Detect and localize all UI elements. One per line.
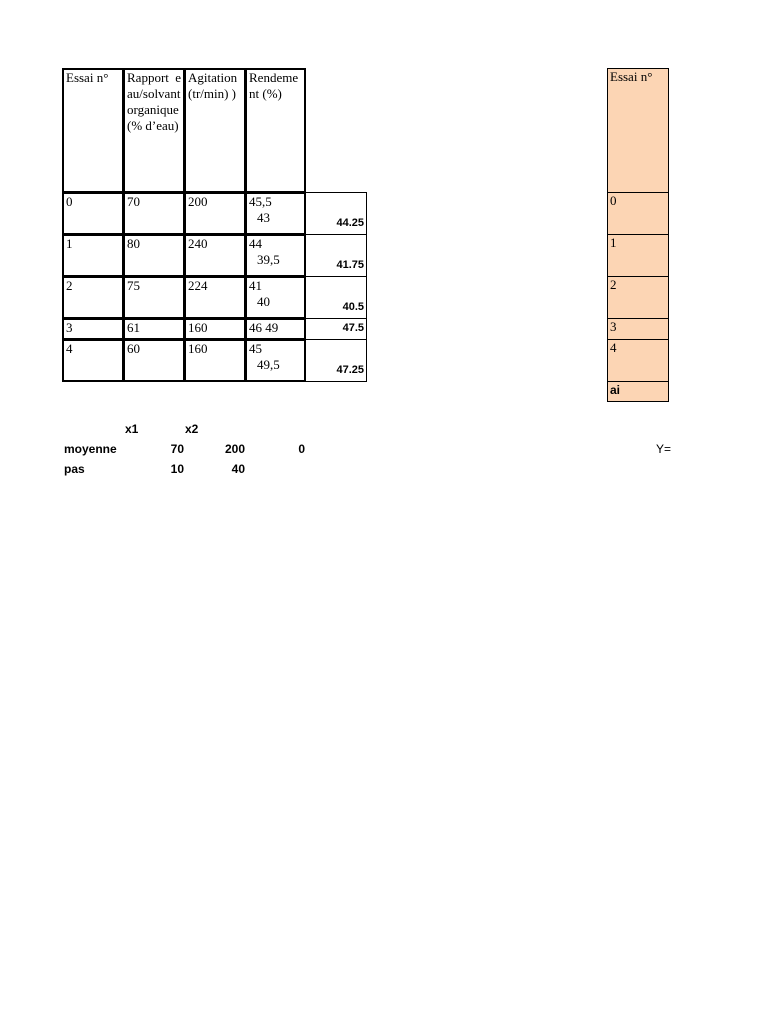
table-row-3-moyenne (305, 318, 367, 340)
moyenne-extra-value: 0 (298, 442, 305, 456)
pas-label: pas (64, 462, 85, 476)
table-row-4-rapport (123, 339, 185, 382)
cell-text: 2 (610, 277, 617, 292)
cell-text: 0 (610, 193, 617, 208)
moyenne-value: 47.5 (342, 322, 364, 334)
cell-text: 70 (127, 194, 140, 209)
right-footer-ai (607, 381, 669, 402)
rendement-value-a: 46 49 (249, 320, 279, 335)
header-rapport (123, 68, 185, 193)
rendement-value-b: 49,5 (257, 357, 280, 372)
table-row-3-rendement (245, 318, 306, 340)
cell-text: 4 (66, 341, 73, 356)
pas-x2-value: 40 (231, 462, 245, 476)
table-row-0-agitation (184, 192, 246, 235)
moyenne-value: 40.5 (342, 301, 364, 313)
rendement-value-a: 44 (249, 236, 262, 251)
table-row-2-rapport (123, 276, 185, 319)
cell-text: 160 (188, 341, 208, 356)
x1-label: x1 (125, 422, 139, 436)
right-row-0 (607, 192, 669, 235)
right-header-essai (607, 68, 669, 193)
rendement-value-b: 39,5 (257, 252, 280, 267)
rendement-value-b: 40 (257, 294, 270, 309)
cell-text: 200 (188, 194, 208, 209)
table-row-1-essai (62, 234, 124, 277)
table-row-1-rendement (245, 234, 306, 277)
table-row-2-essai (62, 276, 124, 319)
pas-x1-value: 10 (170, 462, 184, 476)
table-row-1-moyenne (305, 234, 367, 277)
rendement-value-a: 45 (249, 341, 262, 356)
cell-text: 0 (66, 194, 73, 209)
table-row-4-essai (62, 339, 124, 382)
right-header-label: Essai n° (610, 69, 653, 84)
moyenne-x2-value: 200 (224, 442, 245, 456)
table-row-0-rendement (245, 192, 306, 235)
cell-text: 240 (188, 236, 208, 251)
cell-text: 61 (127, 320, 140, 335)
table-row-2-rendement (245, 276, 306, 319)
rendement-value-a: 45,5 (249, 194, 272, 209)
header-rapport-label: Rapport eau/solvant organique (% d’eau) (127, 70, 181, 133)
moyenne-value: 41.75 (336, 259, 364, 271)
cell-text: 75 (127, 278, 140, 293)
y-equals-label: Y= (656, 442, 672, 456)
table-row-1-agitation (184, 234, 246, 277)
table-row-0-moyenne (305, 192, 367, 235)
table-row-1-rapport (123, 234, 185, 277)
right-row-1 (607, 234, 669, 277)
table-row-3-agitation (184, 318, 246, 340)
cell-text: 160 (188, 320, 208, 335)
right-row-4 (607, 339, 669, 382)
table-row-2-moyenne (305, 276, 367, 319)
x2-label: x2 (185, 422, 199, 436)
cell-text: 60 (127, 341, 140, 356)
header-essai-label: Essai n° (66, 70, 109, 85)
cell-text: ai (610, 383, 621, 397)
header-rendement (245, 68, 306, 193)
rendement-value-a: 41 (249, 278, 262, 293)
table-row-0-essai (62, 192, 124, 235)
cell-text: 3 (66, 320, 73, 335)
header-essai (62, 68, 124, 193)
cell-text: 224 (188, 278, 208, 293)
table-row-3-essai (62, 318, 124, 340)
moyenne-x1-value: 70 (170, 442, 184, 456)
table-row-3-rapport (123, 318, 185, 340)
header-agitation (184, 68, 246, 193)
cell-text: 1 (610, 235, 617, 250)
moyenne-label: moyenne (64, 442, 117, 456)
header-rendement-label: Rendement (%) (249, 70, 299, 101)
table-row-4-rendement (245, 339, 306, 382)
table-row-4-moyenne (305, 339, 367, 382)
header-agitation-label: Agitation (tr/min) ) (188, 70, 238, 101)
rendement-value-b: 43 (257, 210, 270, 225)
cell-text: 3 (610, 319, 617, 334)
cell-text: 2 (66, 278, 73, 293)
table-row-2-agitation (184, 276, 246, 319)
right-row-3 (607, 318, 669, 340)
moyenne-value: 44.25 (336, 217, 364, 229)
cell-text: 4 (610, 340, 617, 355)
moyenne-value: 47.25 (336, 364, 364, 376)
table-row-4-agitation (184, 339, 246, 382)
right-row-2 (607, 276, 669, 319)
table-row-0-rapport (123, 192, 185, 235)
cell-text: 1 (66, 236, 73, 251)
cell-text: 80 (127, 236, 140, 251)
